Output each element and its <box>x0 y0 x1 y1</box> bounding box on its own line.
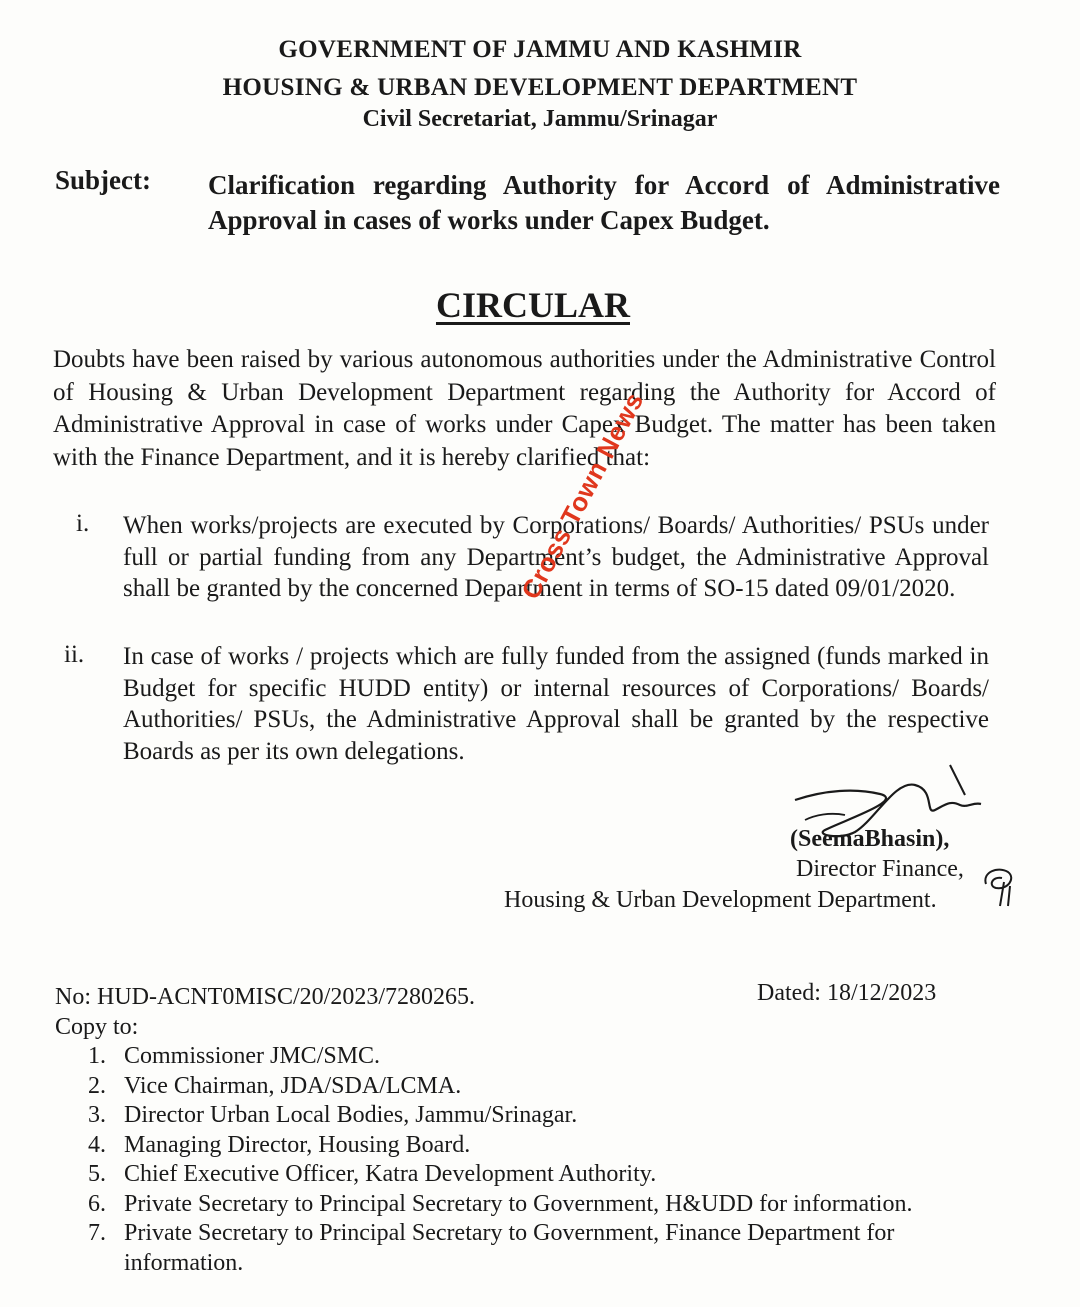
reference-date: Dated: 18/12/2023 <box>757 980 937 1006</box>
subject-text: Clarification regarding Authority for Accord of Administrative Approval in cases of works under Capex Budget. <box>208 170 1000 235</box>
intro-paragraph: Doubts have been raised by various autonomous authorities under the Administrative Control of Housing & Urban Development Department regarding the Authority for Accord of Administrative Approval in case of works under Capex Budget. The matter has been taken with the Finance Department, and it is hereby clarified that: <box>53 346 996 471</box>
document-title-text: CIRCULAR <box>435 285 630 325</box>
handwritten-initials <box>978 862 1022 910</box>
list-item-text: Director Urban Local Bodies, Jammu/Srinagar. <box>124 1102 578 1128</box>
list-item-number: 2. <box>88 1072 106 1099</box>
list-item-text: Private Secretary to Principal Secretary to Government, Finance Department for information. <box>124 1220 895 1276</box>
list-item <box>88 1072 1008 1102</box>
header-department: HOUSING & URBAN DEVELOPMENT DEPARTMENT <box>222 74 858 101</box>
list-item-text: Private Secretary to Principal Secretary to Government, H&UDD for information. <box>124 1190 913 1217</box>
point-number: ii. <box>64 641 85 668</box>
copy-to-label: Copy to: <box>55 1014 139 1040</box>
list-item-number: 4. <box>88 1131 106 1158</box>
list-item-number: 5. <box>88 1161 106 1187</box>
list-item-text: Chief Executive Officer, Katra Development Authority. <box>124 1161 657 1187</box>
signatory-designation: Director Finance, <box>796 856 964 882</box>
list-item-number: 7. <box>88 1220 106 1246</box>
watermark: Cross Town News <box>515 387 650 604</box>
copy-to-list <box>88 1042 1008 1278</box>
list-item-text: Managing Director, Housing Board. <box>124 1131 471 1158</box>
signatory-name: (SeemaBhasin), <box>790 826 950 852</box>
point-number: i. <box>76 510 90 537</box>
list-item <box>88 1219 1008 1278</box>
list-item <box>88 1101 1008 1131</box>
header-government: GOVERNMENT OF JAMMU AND KASHMIR <box>278 36 802 63</box>
point-text: In case of works / projects which are fully funded from the assigned (funds marked in Budget for specific HUDD entity) or internal resources of Corporations/ Boards/ Authorities/ PSUs, the Administrative Approval shall be granted by the respective Boards as per its own delegations. <box>123 643 989 765</box>
list-item <box>88 1042 1008 1072</box>
list-item <box>88 1190 1008 1220</box>
point-text: When works/projects are executed by Corporations/ Boards/ Authorities/ PSUs under full or partial funding from any Department’s budget, the Administrative Approval shall be granted by the concerned Department in terms of SO-15 dated 09/01/2020. <box>123 512 989 602</box>
list-item-text: Vice Chairman, JDA/SDA/LCMA. <box>124 1072 462 1099</box>
document-title <box>0 284 1066 326</box>
list-item <box>88 1160 1008 1190</box>
list-item-number: 1. <box>88 1043 106 1069</box>
list-item-text: Commissioner JMC/SMC. <box>124 1043 381 1069</box>
list-item-number: 3. <box>88 1102 106 1128</box>
list-item <box>88 1131 1008 1161</box>
reference-number: No: HUD-ACNT0MISC/20/2023/7280265. <box>55 984 476 1010</box>
header-location: Civil Secretariat, Jammu/Srinagar <box>362 106 718 132</box>
signatory-department: Housing & Urban Development Department. <box>504 887 937 913</box>
list-item-number: 6. <box>88 1190 106 1217</box>
subject-label: Subject: <box>55 165 151 195</box>
